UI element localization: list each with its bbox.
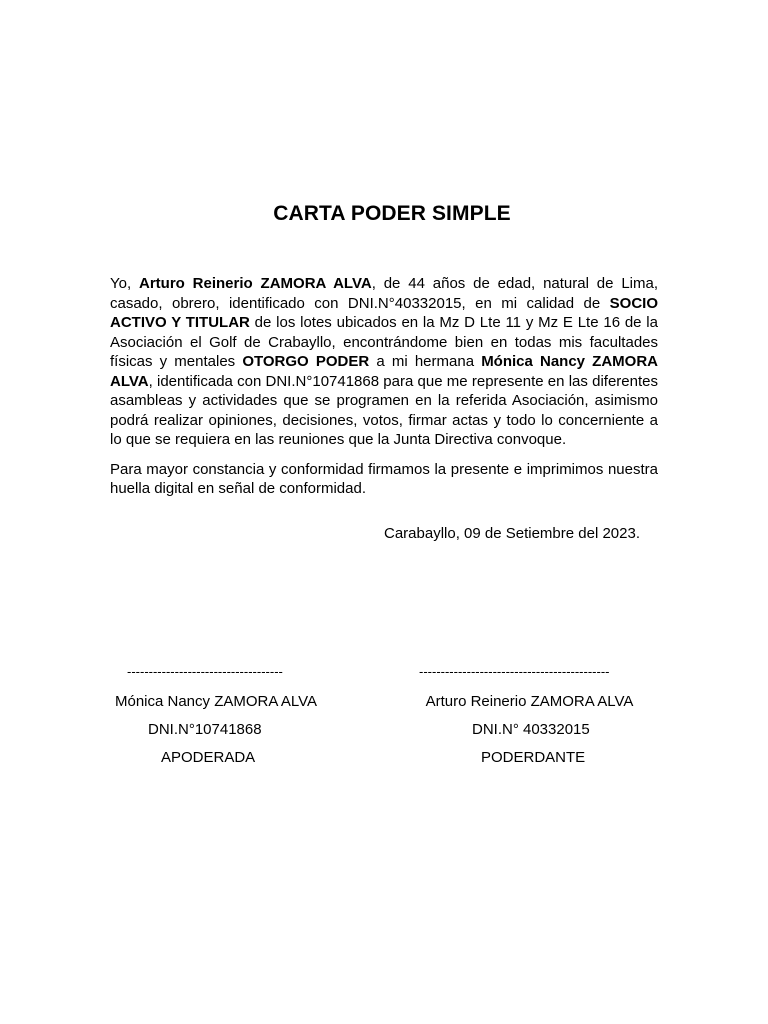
document-body <box>110 274 658 499</box>
signature-line-left: ------------------------------------ <box>127 664 283 679</box>
member-status: SOCIO ACTIVO Y TITULAR <box>110 294 658 331</box>
paragraph-text: , de 44 años de edad, natural de Lima, casado, obrero, identificado con DNI.N°40332015, en mi calidad de <box>110 275 658 312</box>
signature-line-right: -------------------------------------------- <box>419 664 610 679</box>
grantor-signature-role: PODERDANTE <box>481 749 586 766</box>
paragraph-text: Yo, <box>110 275 139 292</box>
attorney-signature-dni: DNI.N°10741868 <box>148 721 262 738</box>
attorney-signature-role: APODERADA <box>161 749 256 766</box>
attorney-name: Mónica Nancy ZAMORA ALVA <box>110 353 658 390</box>
paragraph-text: , identificada con DNI.N°10741868 para que me represente en las diferentes asambleas y actividades que se programen en la referida Asociación, asimismo podrá realizar opiniones, decisiones, votos, firmar actas y todo lo concerniente a lo que se requiera en las reuniones que la Junta Directiva convoque. <box>110 372 658 448</box>
paragraph-conformity: Para mayor constancia y conformidad firmamos la presente e imprimimos nuestra huella digital en señal de conformidad. <box>110 460 658 497</box>
attorney-signature-name: Mónica Nancy ZAMORA ALVA <box>114 693 318 710</box>
grantor-signature-dni: DNI.N° 40332015 <box>472 721 590 738</box>
paragraph-text: a mi hermana <box>369 353 482 370</box>
grantor-name: Arturo Reinerio ZAMORA ALVA <box>139 275 372 292</box>
paragraph-grant <box>110 274 658 450</box>
grant-phrase: OTORGO PODER <box>242 353 370 370</box>
grantor-signature-name: Arturo Reinerio ZAMORA ALVA <box>425 693 634 710</box>
place-date: Carabayllo, 09 de Setiembre del 2023. <box>384 525 640 542</box>
document-title: CARTA PODER SIMPLE <box>273 202 511 225</box>
paragraph-text: de los lotes ubicados en la Mz D Lte 11 y Mz E Lte 16 de la Asociación el Golf de Crabayllo, encontrándome bien en todas mis facultades físicas y mentales <box>110 314 658 370</box>
